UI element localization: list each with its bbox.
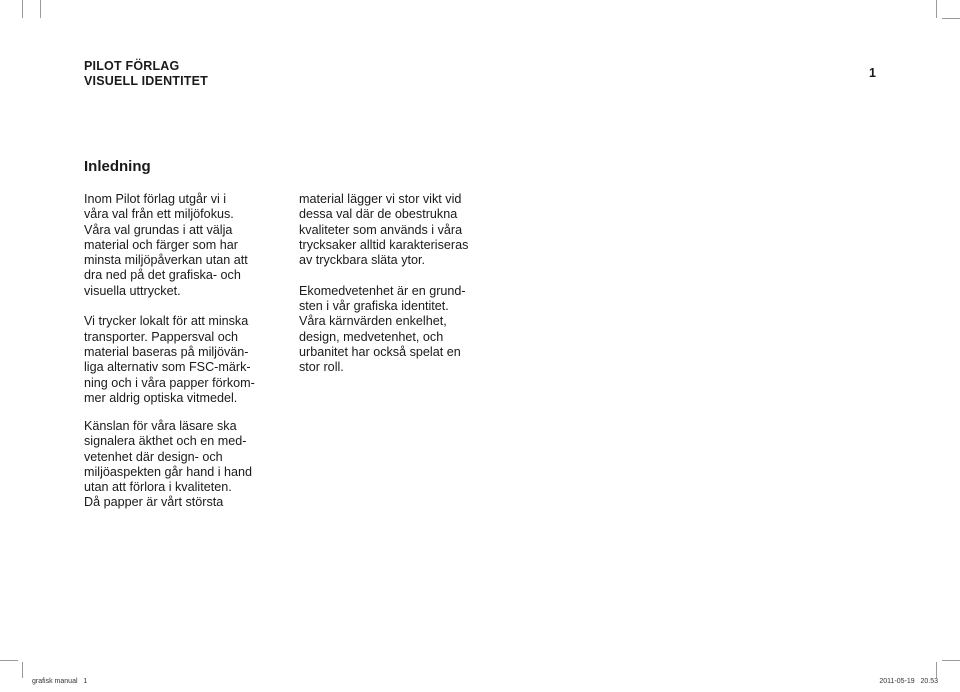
crop-mark-top-right-h <box>942 18 960 19</box>
paragraph-reader-feeling: Känslan för våra läsare ska signalera äkthet och en med- vetenhet där design- och miljöaspekten går hand i hand utan att förlora i kvaliteten. Då papper är vårt största <box>84 419 253 510</box>
crop-mark-top-right <box>936 0 937 18</box>
crop-mark-top-left <box>22 0 23 18</box>
text-column-bottom <box>84 419 252 526</box>
footer-timestamp: 2011-05-19 20.53 <box>879 678 938 685</box>
text-column-left <box>84 192 255 421</box>
text-column-right <box>299 192 468 391</box>
crop-mark-bottom-left <box>22 662 23 678</box>
paragraph-material-choice: material lägger vi stor vikt vid dessa val där de obestrukna kvaliteter som används i våra trycksaker alltid karakteriseras av tryckbara släta ytor. <box>299 192 469 268</box>
crop-mark-bottom-left-h <box>0 660 18 661</box>
title-line-publisher: PILOT FÖRLAG <box>84 59 180 73</box>
paragraph-environment-focus: Inom Pilot förlag utgår vi i våra val från ett miljöfokus. Våra val grundas i att välja material och färger som har minsta miljöpåverkan utan att dra ned på det grafiska- och visuella uttrycket. <box>84 192 248 298</box>
footer-filename: grafisk manual 1 <box>32 678 88 685</box>
document-title <box>84 59 208 89</box>
paragraph-local-printing: Vi trycker lokalt för att minska transporter. Pappersval och material baseras på miljövän- liga alternativ som FSC-märk- ning och i våra papper förkom- mer aldrig optiska vitmedel. <box>84 314 255 405</box>
section-heading: Inledning <box>84 158 151 175</box>
paragraph-core-values: Ekomedvetenhet är en grund- sten i vår grafiska identitet. Våra kärnvärden enkelhet, design, medvetenhet, och urbanitet har också spelat en stor roll. <box>299 283 466 375</box>
crop-mark-bottom-right-h <box>942 660 960 661</box>
title-line-subtitle: VISUELL IDENTITET <box>84 74 209 88</box>
page-number: 1 <box>869 66 876 80</box>
crop-mark-bottom-right <box>936 662 937 678</box>
crop-mark-top-left-inner <box>40 0 41 18</box>
